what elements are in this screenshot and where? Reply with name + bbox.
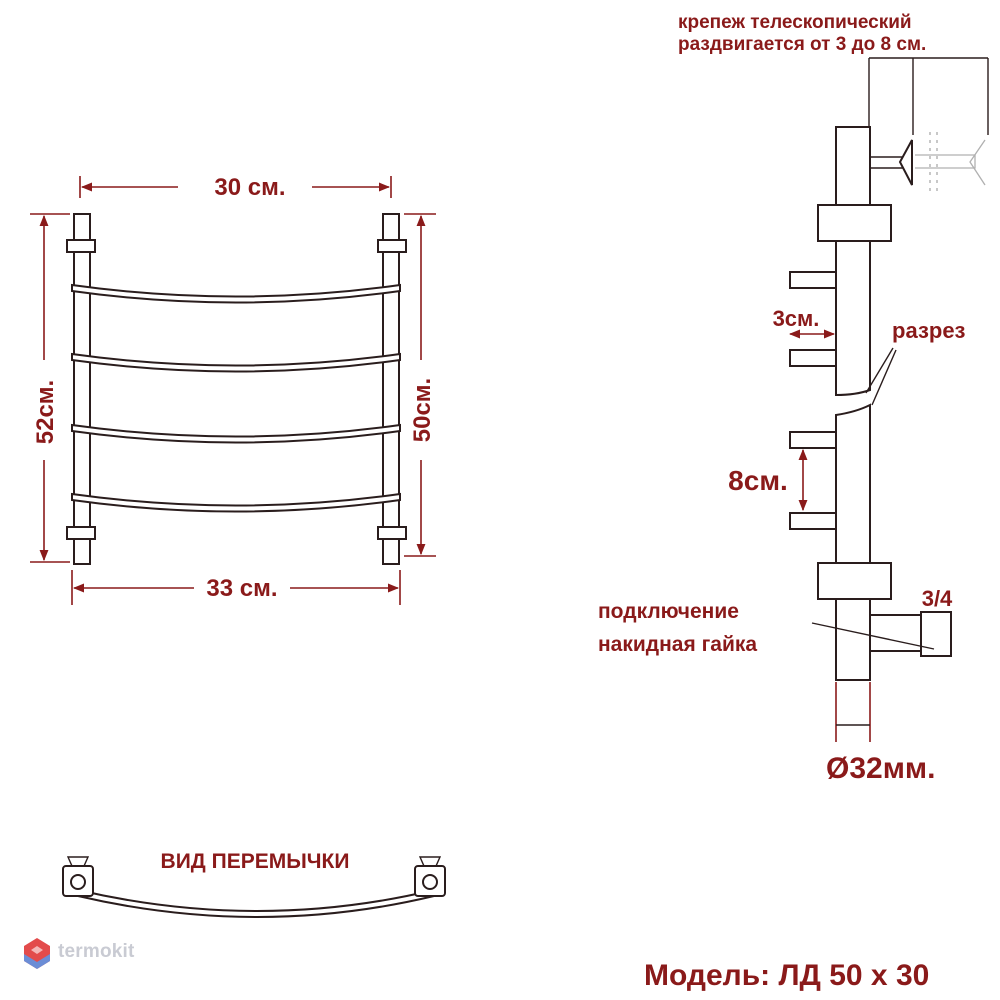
- bottom-width-label: 33 см.: [206, 575, 278, 602]
- side-rail-lower: [836, 405, 870, 680]
- mount-note-line1: крепеж телескопический: [678, 12, 912, 33]
- rung-stub-3: [790, 432, 836, 448]
- brand-logo-icon: [24, 938, 50, 969]
- rung-stub-1: [790, 272, 836, 288]
- side-mount-upper: [818, 205, 891, 241]
- side-view: [598, 12, 988, 785]
- rung-2: [72, 354, 400, 372]
- union-nut: [921, 612, 951, 656]
- mount-top-right: [378, 240, 406, 252]
- thread-label: 3/4: [921, 586, 953, 611]
- connection-pipe: [870, 615, 922, 651]
- left-height-label: 52см.: [32, 379, 59, 445]
- rung-3: [72, 425, 400, 443]
- spacing-label: 8см.: [728, 465, 788, 496]
- bridge-clamp-left: [63, 857, 93, 896]
- mount-note-line2: раздвигается от 3 до 8 см.: [678, 34, 927, 55]
- right-height-label: 50см.: [409, 377, 436, 443]
- diameter-label: Ø32мм.: [826, 752, 936, 785]
- mount-bottom-left: [67, 527, 95, 539]
- rung-stub-2: [790, 350, 836, 366]
- bridge-title: ВИД ПЕРЕМЫЧКИ: [160, 850, 350, 873]
- side-mount-lower: [818, 563, 891, 599]
- connection-line2: накидная гайка: [598, 633, 758, 656]
- wall-anchor: [900, 140, 912, 185]
- bridge-clamp-right: [415, 857, 445, 896]
- brand-name: termokit: [58, 941, 135, 962]
- cut-label: разрез: [892, 318, 966, 343]
- bridge-view: [63, 850, 445, 917]
- right-rail: [383, 214, 399, 564]
- offset-label: 3см.: [772, 306, 820, 331]
- rung-4: [72, 494, 400, 512]
- top-width-label: 30 см.: [214, 174, 286, 201]
- front-view: [30, 174, 436, 605]
- mount-top-left: [67, 240, 95, 252]
- side-rail-upper: [836, 127, 870, 395]
- rung-1: [72, 285, 400, 303]
- mount-bottom-right: [378, 527, 406, 539]
- connection-line1: подключение: [598, 600, 739, 623]
- rung-stub-4: [790, 513, 836, 529]
- model-label: Модель: ЛД 50 х 30: [644, 959, 930, 992]
- left-rail: [74, 214, 90, 564]
- bridge-bar: [78, 890, 434, 917]
